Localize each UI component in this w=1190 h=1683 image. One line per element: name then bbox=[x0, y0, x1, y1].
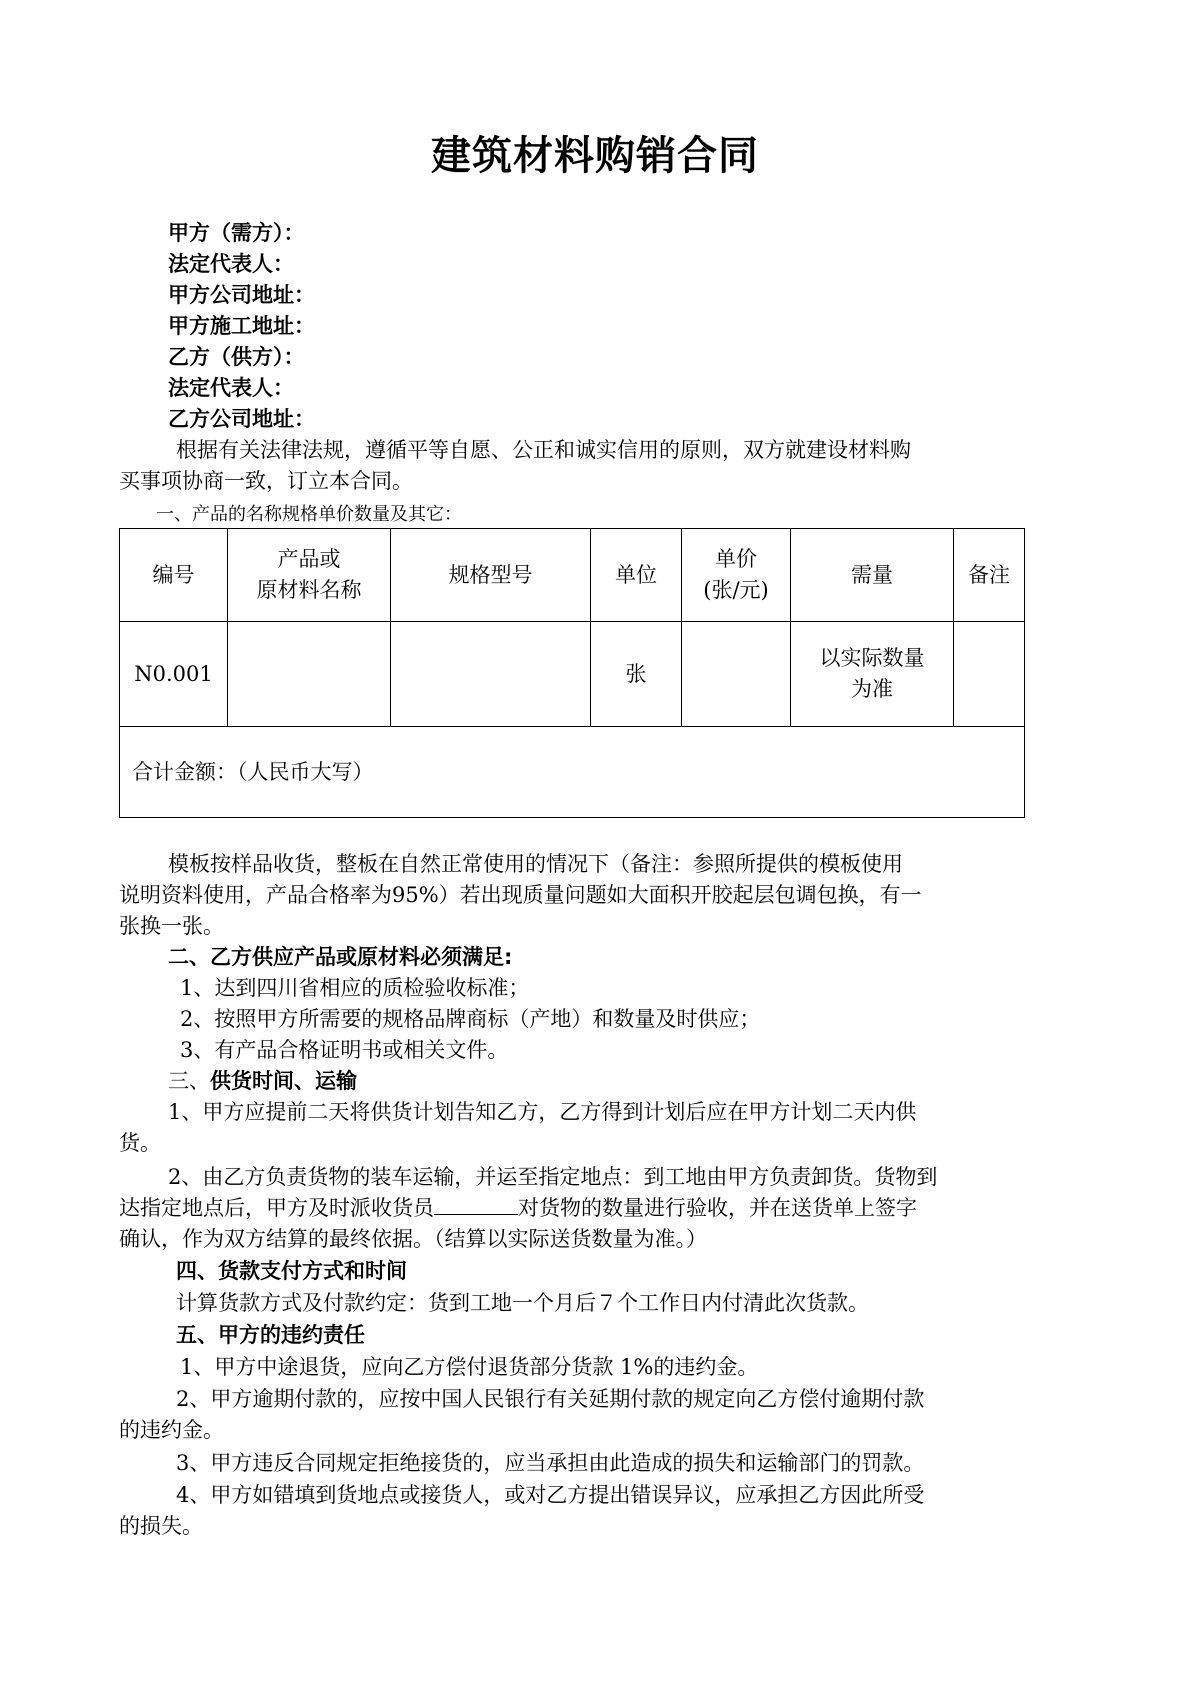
section-5-item-4-line-1: 4、甲方如错填到货地点或接货人，或对乙方提出错误异议，应承担乙方因此所受 bbox=[176, 1483, 925, 1507]
header-price-line-1: 单价 bbox=[715, 547, 757, 571]
header-name-line-2: 原材料名称 bbox=[256, 578, 362, 602]
section-5-item-4-line-2: 的损失。 bbox=[119, 1514, 203, 1538]
party-a-rep-label: 法定代表人： bbox=[168, 252, 294, 276]
cell-name bbox=[228, 622, 391, 727]
section-3-heading bbox=[168, 1066, 357, 1097]
header-spec: 规格型号 bbox=[391, 529, 591, 622]
section-1-heading: 一、产品的名称规格单价数量及其它： bbox=[156, 504, 462, 525]
section-4-heading: 四、货款支付方式和时间 bbox=[176, 1259, 407, 1283]
party-b-rep-label: 法定代表人： bbox=[168, 376, 294, 400]
cell-spec bbox=[391, 622, 591, 727]
preamble-line-2: 买事项协商一致，订立本合同。 bbox=[119, 469, 413, 493]
total-amount-label: 合计金额：（人民币大写） bbox=[120, 727, 1025, 818]
table-total-row bbox=[120, 727, 1025, 818]
section-3-p2-line-2 bbox=[119, 1193, 917, 1224]
header-unit: 单位 bbox=[591, 529, 682, 622]
preamble-line-1: 根据有关法律法规，遵循平等自愿、公正和诚实信用的原则，双方就建设材料购 bbox=[176, 438, 911, 462]
cell-quantity-line-1: 以实际数量 bbox=[819, 646, 925, 670]
quality-note-line-2: 说明资料使用，产品合格率为95%）若出现质量问题如大面积开胶起层包调包换，有一 bbox=[119, 883, 922, 907]
table-row bbox=[120, 622, 1025, 727]
section-3-heading-number: 三、 bbox=[168, 1069, 210, 1093]
section-2-item-1: 1、达到四川省相应的质检验收标准； bbox=[180, 976, 530, 1000]
party-a-company-address-label: 甲方公司地址： bbox=[168, 283, 315, 307]
cell-unit: 张 bbox=[591, 622, 682, 727]
header-name bbox=[228, 529, 391, 622]
section-2-heading: 二、乙方供应产品或原材料必须满足: bbox=[168, 945, 513, 969]
section-3-p2-line-2-start: 达指定地点后，甲方及时派收货员 bbox=[119, 1196, 434, 1220]
section-4-text: 计算货款方式及付款约定：货到工地一个月后７个工作日内付清此次货款。 bbox=[176, 1291, 869, 1315]
party-b-company-address-label: 乙方公司地址： bbox=[168, 407, 315, 431]
party-b-label: 乙方（供方）： bbox=[168, 345, 305, 369]
section-3-p1-line-1: 1、甲方应提前二天将供货计划告知乙方，乙方得到计划后应在甲方计划二天内供 bbox=[168, 1100, 917, 1124]
section-3-p2-line-1: 2、由乙方负责货物的装车运输，并运至指定地点：到工地由甲方负责卸货。货物到 bbox=[168, 1165, 938, 1189]
quality-note-line-3: 张换一张。 bbox=[119, 914, 224, 938]
page-title: 建筑材料购销合同 bbox=[431, 133, 759, 179]
section-5-item-3: 3、甲方违反合同规定拒绝接货的，应当承担由此造成的损失和运输部门的罚款。 bbox=[176, 1451, 925, 1475]
cell-price bbox=[682, 622, 791, 727]
cell-quantity bbox=[791, 622, 954, 727]
cell-no: N0.001 bbox=[120, 622, 228, 727]
cell-quantity-line-2: 为准 bbox=[851, 677, 893, 701]
section-3-p1-line-2: 货。 bbox=[119, 1131, 161, 1155]
header-remark: 备注 bbox=[954, 529, 1025, 622]
section-3-heading-text: 供货时间、运输 bbox=[210, 1069, 357, 1093]
header-price-line-2: (张/元) bbox=[703, 578, 769, 602]
table-header-row bbox=[120, 529, 1025, 622]
receiver-blank-line bbox=[434, 1194, 518, 1215]
section-5-heading: 五、甲方的违约责任 bbox=[176, 1323, 365, 1347]
product-table bbox=[119, 528, 1025, 818]
header-price bbox=[682, 529, 791, 622]
header-no: 编号 bbox=[120, 529, 228, 622]
cell-remark bbox=[954, 622, 1025, 727]
section-5-item-2-line-1: 2、甲方逾期付款的，应按中国人民银行有关延期付款的规定向乙方偿付逾期付款 bbox=[176, 1387, 925, 1411]
section-2-item-2: 2、按照甲方所需要的规格品牌商标（产地）和数量及时供应； bbox=[180, 1007, 761, 1031]
header-quantity: 需量 bbox=[791, 529, 954, 622]
section-5-item-2-line-2: 的违约金。 bbox=[119, 1418, 224, 1442]
party-a-label: 甲方（需方）： bbox=[168, 221, 305, 245]
section-3-p2-line-2-end: 对货物的数量进行验收，并在送货单上签字 bbox=[518, 1196, 917, 1220]
section-3-p2-line-3: 确认，作为双方结算的最终依据。（结算以实际送货数量为准。） bbox=[119, 1227, 707, 1251]
header-name-line-1: 产品或 bbox=[277, 547, 341, 571]
section-5-item-1: 1、甲方中途退货，应向乙方偿付退货部分货款 1%的违约金。 bbox=[180, 1355, 759, 1379]
section-2-item-3: 3、有产品合格证明书或相关文件。 bbox=[180, 1038, 509, 1062]
party-a-site-address-label: 甲方施工地址： bbox=[168, 314, 315, 338]
quality-note-line-1: 模板按样品收货，整板在自然正常使用的情况下（备注：参照所提供的模板使用 bbox=[168, 852, 903, 876]
